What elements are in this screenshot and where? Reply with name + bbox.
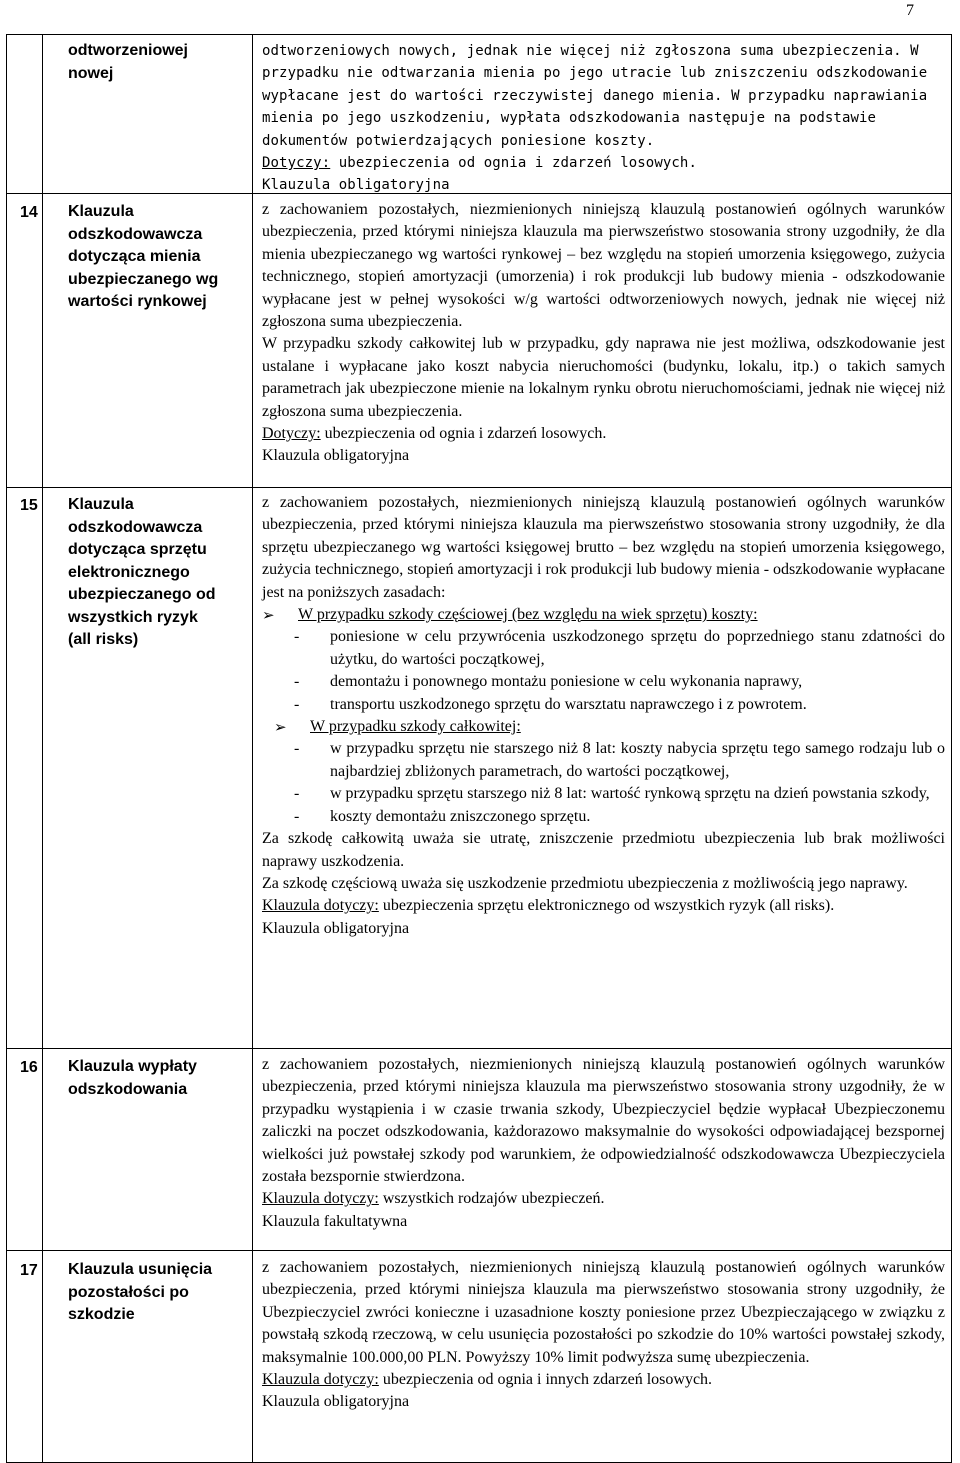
clause-body: z zachowaniem pozostałych, niezmienionych niniejszą klauzulą postanowień ogólnych warunków ubezpieczenia, przed którymi niniejsza klauzula ma pierwszeństwo stosowania strony uzgodniły, że dla sprzętu ubezpieczanego wg wartości księgowej brutto – bez względu na stopień umorzenia księgowego, zużycia technicznego, stopień amortyzacji i rok produkcji lub budowy mienia - odszkodowanie wypłacane jest na poniższych zasadach: ➢ W przypadku szkody częściowej (bez względu na wiek sprzętu) koszty: - poniesione w celu przywrócenia uszkodzonego sprzętu do poprzedniego stanu zdatności do użytku, do wartości początkowej, - demontażu i ponownego montażu poniesione w celu wykonania naprawy, - transportu uszkodzonego sprzętu do warsztatu naprawczego i z powrotem. ➢ W przypadku szkody całkowitej: - w przypadku sprzętu nie starszego niż 8 lat: koszty nabycia sprzętu tego samego rodzaju lub o najbardziej zbliżonych parametrach, do wartości początkowej, - w przypadku sprzętu starszego niż 8 lat: wartość rynkową sprzętu na dzień powstania szkody, - koszty demontażu zniszczonego sprzętu. Za szkodę całkowitą uważa sie utratę, zniszczenie przedmiotu ubezpieczenia lub brak możliwości naprawy uszkodzenia. Za szkodę częściową uważa się uszkodzenie przedmiotu ubezpieczenia z możliwością jego naprawy. Klauzula dotyczy: ubezpieczenia sprzętu elektronicznego od wszystkich ryzyk (all risks). Klauzula obligatoryjna xyxy=(262,492,945,940)
clause-type: Klauzula fakultatywna xyxy=(262,1212,408,1230)
list-item: - transportu uszkodzonego sprzętu do warsztatu naprawczego i z powrotem. xyxy=(294,695,807,713)
list-item: - koszty demontażu zniszczonego sprzętu. xyxy=(294,807,591,825)
arrow-bullet-icon: ➢ xyxy=(274,718,287,737)
clause-type: Klauzula obligatoryjna xyxy=(262,1393,410,1411)
clause-number: 15 xyxy=(20,497,38,514)
clause-number: 16 xyxy=(20,1059,38,1076)
clause-title: Klauzula odszkodowawcza dotycząca sprzętu elektronicznego ubezpieczanego od wszystkich ryzyk (all risks) xyxy=(68,496,216,648)
clause-number: 17 xyxy=(20,1262,38,1279)
clause-title: Klauzula odszkodowawcza dotycząca mienia ubezpieczanego wg wartości rynkowej xyxy=(68,203,219,310)
clause-body: z zachowaniem pozostałych, niezmienionych niniejszą klauzulą postanowień ogólnych warunków ubezpieczenia, przed którymi niniejsza klauzula ma pierwszeństwo stosowania strony uzgodniły, że w przypadku wystąpienia i w czasie trwania szkody, Ubezpieczyciel będzie wypłacał Ubezpieczonemu zaliczki na poczet odszkodowania, każdorazowo maksymalnie do wysokości odpowiadającej bezspornej wielkości już powstałej szkody pod warunkiem, że odpowiedzialność odszkodowawcza Ubezpieczyciela została bezspornie stwierdzona. Klauzula dotyczy: wszystkich rodzajów ubezpieczeń. Klauzula fakultatywna xyxy=(262,1054,945,1233)
list-item: - w przypadku sprzętu starszego niż 8 lat: wartość rynkową sprzętu na dzień powstania szkody, xyxy=(294,785,930,803)
clause-type: Klauzula obligatoryjna xyxy=(262,919,410,937)
applies-label: Dotyczy: xyxy=(262,425,321,443)
clause-body: z zachowaniem pozostałych, niezmienionych niniejszą klauzulą postanowień ogólnych warunków ubezpieczenia, przed którymi niniejsza klauzula ma pierwszeństwo stosowania strony uzgodniły, że dla mienia ubezpieczanego wg wartości rynkowej – bez względu na stopień umorzenia księgowego, zużycia technicznego, stopień amortyzacji (umorzenia) i rok produkcji lub budowy mienia - odszkodowanie wypłacane jest w pełnej wysokości w/g wartości odtworzeniowych nowych, jednak nie więcej niż zgłoszona suma ubezpieczenia. W przypadku szkody całkowitej lub w przypadku, gdy naprawa nie jest możliwa, odszkodowanie jest ustalane i wypłacane jako koszt nabycia nieruchomości (budynku, lokalu, itp.) o takich samych parametrach jak ubezpieczone mienie na lokalnym rynku obrotu nieruchomościami, jednak nie więcej niż zgłoszona suma ubezpieczenia. Dotyczy: ubezpieczenia od ognia i zdarzeń losowych. Klauzula obligatoryjna xyxy=(262,199,945,468)
applies-label: Dotyczy: xyxy=(262,155,331,172)
applies-label: Klauzula dotyczy: xyxy=(262,1371,379,1389)
list-item: - poniesione w celu przywrócenia uszkodzonego sprzętu do poprzedniego stanu zdatności do użytku, do wartości początkowej, xyxy=(294,628,945,668)
clause-body: z zachowaniem pozostałych, niezmienionych niniejszą klauzulą postanowień ogólnych warunków ubezpieczenia, przed którymi niniejsza klauzula ma pierwszeństwo stosowania strony uzgodniły, że Ubezpieczyciel zwróci konieczne i uzasadnione koszty poniesione przez Ubezpieczającego w związku z powstałą szkodą rzeczową, w celu usunięcia pozostałości po szkodzie do 10% wartości powstałej szkody, maksymalnie 100.000,00 PLN. Powyższy 10% limit podwyższa sumę ubezpieczenia. Klauzula dotyczy: ubezpieczenia od ognia i innych zdarzeń losowych. Klauzula obligatoryjna xyxy=(262,1257,945,1414)
list-item: - w przypadku sprzętu nie starszego niż 8 lat: koszty nabycia sprzętu tego samego rodzaju lub o najbardziej zbliżonych parametrach, do wartości początkowej, xyxy=(294,740,945,780)
list-item: - demontażu i ponownego montażu poniesione w celu wykonania naprawy, xyxy=(294,673,803,691)
applies-label: Klauzula dotyczy: xyxy=(262,897,379,915)
applies-label: Klauzula dotyczy: xyxy=(262,1190,379,1208)
clause-title: Klauzula usunięcia pozostałości po szkodzie xyxy=(68,1261,213,1323)
clause-type: Klauzula obligatoryjna xyxy=(262,177,450,194)
continuation-body: odtworzeniowych nowych, jednak nie więcej niż zgłoszona suma ubezpieczenia. W przypadku nie odtwarzania mienia po jego utracie lub zniszczeniu odszkodowanie wypłacane jest do wartości rzeczywistej danego mienia. W przypadku naprawiania mienia po jego uszkodzeniu, wypłata odszkodowania następuje na podstawie dokumentów potwierdzających poniesione koszty. Dotyczy: ubezpieczenia od ognia i zdarzeń losowych. Klauzula obligatoryjna xyxy=(262,40,945,197)
clause-title: Klauzula wypłaty odszkodowania xyxy=(68,1058,197,1098)
clause-number: 14 xyxy=(20,204,38,221)
clause-type: Klauzula obligatoryjna xyxy=(262,447,410,465)
page-number: 7 xyxy=(906,2,914,19)
continuation-title: odtworzeniowej nowej xyxy=(68,42,188,82)
arrow-bullet-icon: ➢ xyxy=(262,606,275,625)
